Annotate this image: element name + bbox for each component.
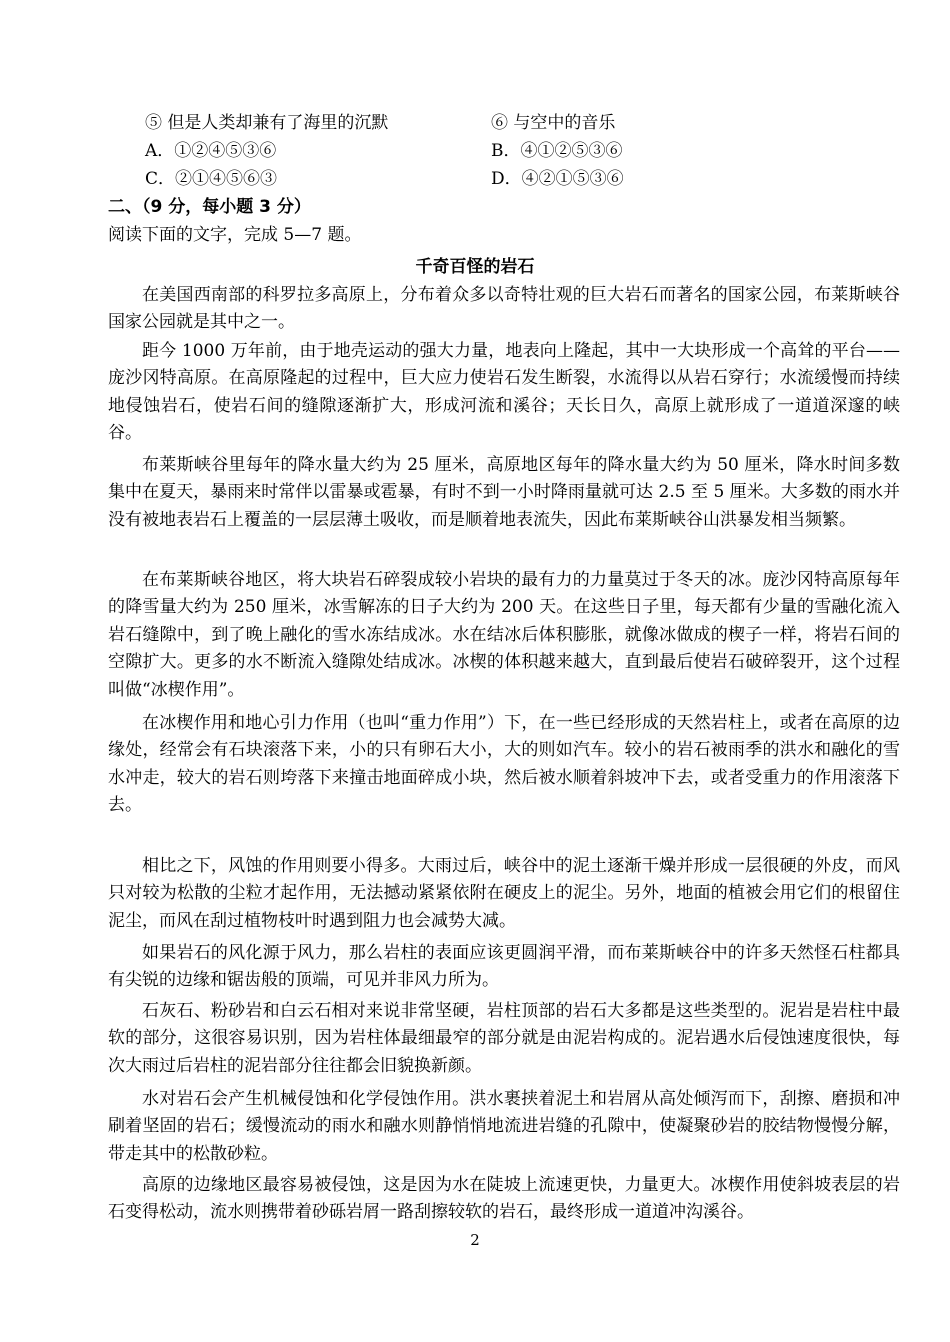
choice-b: B．④①②⑤③⑥: [491, 141, 623, 161]
option-item-6: ⑥ 与空中的音乐: [491, 113, 616, 133]
option-item-5: ⑤ 但是人类却兼有了海里的沉默: [145, 113, 389, 133]
choice-a: A．①②④⑤③⑥: [145, 141, 277, 161]
paragraph-8: 石灰石、粉砂岩和白云石相对来说非常坚硬，岩柱顶部的岩石大多都是这些类型的。泥岩是岩柱中最软的部分，这很容易识别，因为岩柱体最细最窄的部分就是由泥岩构成的。泥岩遇水后侵蚀速度很快，每次大雨过后岩柱的泥岩部分往往都会旧貌换新颜。: [108, 1001, 900, 1076]
paragraph-6: 相比之下，风蚀的作用则要小得多。大雨过后，峡谷中的泥土逐渐干燥并形成一层很硬的外皮，而风只对较为松散的尘粒才起作用，无法撼动紧紧依附在硬皮上的泥尘。另外，地面的植被会用它们的根留住泥尘，而风在刮过植物枝叶时遇到阻力也会减势大减。: [108, 856, 900, 931]
paragraph-5: 在冰楔作用和地心引力作用（也叫“重力作用”）下，在一些已经形成的天然岩柱上，或者在高原的边缘处，经常会有石块滚落下来，小的只有卵石大小，大的则如汽车。较小的岩石被雨季的洪水和融化的雪水冲走，较大的岩石则垮落下来撞击地面碎成小块，然后被水顺着斜坡冲下去，或者受重力的作用滚落下去。: [108, 713, 900, 816]
section-instruction: 阅读下面的文字，完成 5—7 题。: [108, 225, 362, 245]
paragraph-2: 距今 1000 万年前，由于地壳运动的强大力量，地表向上隆起，其中一大块形成一个高耸的平台——庞沙冈特高原。在高原隆起的过程中，巨大应力使岩石发生断裂，水流得以从岩石穿行；水流缓慢而持续地侵蚀岩石，使岩石间的缝隙逐渐扩大，形成河流和溪谷；天长日久，高原上就形成了一道道深邃的峡谷。: [108, 341, 900, 444]
page-number: 2: [470, 1231, 480, 1249]
paragraph-1: 在美国西南部的科罗拉多高原上，分布着众多以奇特壮观的巨大岩石而著名的国家公园，布莱斯峡谷国家公园就是其中之一。: [108, 285, 900, 333]
choice-d: D．④②①⑤③⑥: [491, 169, 624, 189]
paragraph-3: 布莱斯峡谷里每年的降水量大约为 25 厘米，高原地区每年的降水量大约为 50 厘米，降水时间多数集中在夏天，暴雨来时常伴以雷暴或雹暴，有时不到一小时降雨量就可达 2.5 至 5 厘米。大多数的雨水并没有被地表岩石上覆盖的一层层薄土吸收，而是顺着地表流失，因此布莱斯峡谷山洪暴发相当频繁。: [108, 455, 900, 530]
choice-c: C．②①④⑤⑥③: [145, 169, 278, 189]
paragraph-7: 如果岩石的风化源于风力，那么岩柱的表面应该更圆润平滑，而布莱斯峡谷中的许多天然怪石柱都具有尖锐的边缘和锯齿般的顶端，可见并非风力所为。: [108, 943, 900, 991]
article-title: 千奇百怪的岩石: [415, 257, 535, 277]
paragraph-9: 水对岩石会产生机械侵蚀和化学侵蚀作用。洪水裹挟着泥土和岩屑从高处倾泻而下，刮擦、磨损和冲刷着坚固的岩石；缓慢流动的雨水和融水则静悄悄地流进岩缝的孔隙中，使凝聚砂岩的胶结物慢慢分解，带走其中的松散砂粒。: [108, 1089, 900, 1164]
paragraph-10: 高原的边缘地区最容易被侵蚀，这是因为水在陡坡上流速更快，力量更大。冰楔作用使斜坡表层的岩石变得松动，流水则携带着砂砾岩屑一路刮擦较软的岩石，最终形成一道道冲沟溪谷。: [108, 1175, 900, 1223]
paragraph-4: 在布莱斯峡谷地区，将大块岩石碎裂成较小岩块的最有力的力量莫过于冬天的冰。庞沙冈特高原每年的降雪量大约为 250 厘米，冰雪解冻的日子大约为 200 天。在这些日子里，每天都有少量的雪融化流入岩石缝隙中，到了晚上融化的雪水冻结成冰。水在结冰后体积膨胀，就像冰做成的楔子一样，将岩石间的空隙扩大。更多的水不断流入缝隙处结成冰。冰楔的体积越来越大，直到最后使岩石破碎裂开，这个过程叫做“冰楔作用”。: [108, 570, 900, 700]
section-heading: 二、（9 分，每小题 3 分）: [108, 197, 311, 217]
